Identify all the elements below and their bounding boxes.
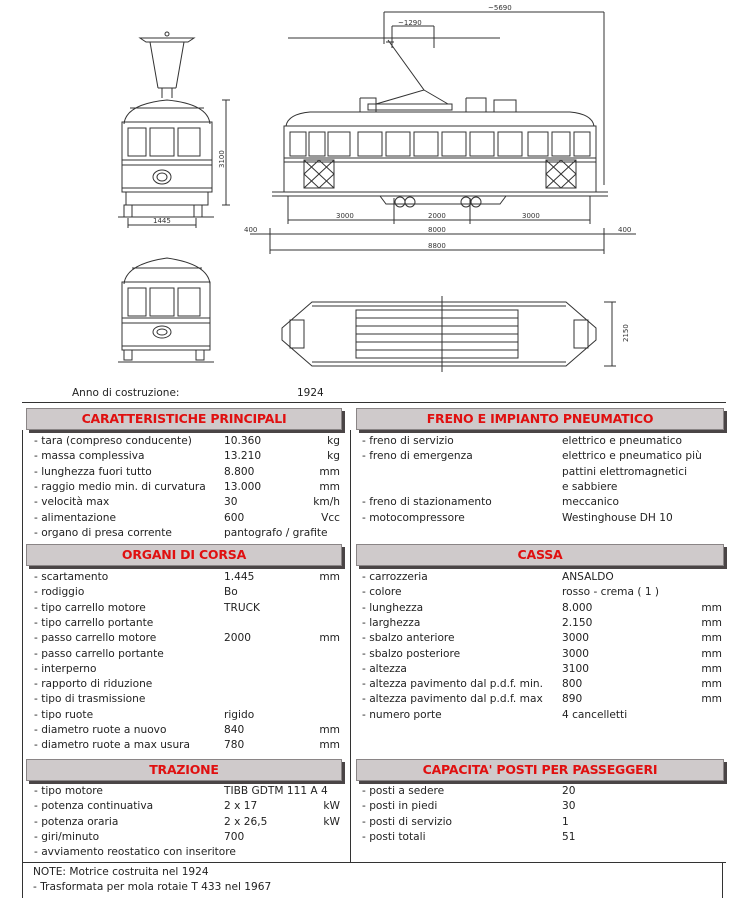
section-header-cassa: CASSA [356, 544, 724, 566]
section-header-trazione: TRAZIONE [26, 759, 342, 781]
caratteristiche-row-unit: mm [319, 465, 340, 478]
caratteristiche-row [34, 465, 364, 480]
cassa-row-value: 4 cancelletti [562, 708, 628, 721]
note-line-1: NOTE: Motrice costruita nel 1924 [33, 866, 209, 878]
notes-frame-right [722, 862, 723, 898]
freno-row-value: pattini elettromagnetici [562, 465, 688, 478]
organi-row-value: Bo [224, 586, 238, 599]
freno-row [362, 449, 702, 464]
caratteristiche-row-label: - raggio medio min. di curvatura [34, 480, 206, 493]
notes-frame-left [22, 862, 23, 898]
organi-row [34, 647, 364, 662]
organi-row-label: - diametro ruote a nuovo [34, 724, 167, 736]
dim-2150: 2150 [622, 324, 630, 342]
dim-1445: 1445 [153, 217, 171, 225]
cassa-row-label: - carrozzeria [362, 571, 428, 583]
cassa-row [362, 585, 692, 600]
cassa-row-unit: mm [701, 662, 722, 675]
cassa-row-unit: mm [701, 632, 722, 645]
freno-row-value: Westinghouse DH 10 [562, 511, 673, 524]
dim-400-right: 400 [618, 226, 632, 234]
trazione-row-label: - avviamento reostatico con inseritore [34, 846, 236, 859]
capacita-row-label: - posti di servizio [362, 815, 453, 828]
year-label: Anno di costruzione: [72, 387, 180, 399]
frame-center [350, 430, 351, 862]
capacita-row-value: 51 [562, 830, 576, 843]
caratteristiche-row-value: pantografo / grafite [224, 526, 328, 539]
trazione-row-value: TIBB GDTM 111 A 4 [224, 785, 328, 797]
cassa-row-unit: mm [701, 616, 722, 629]
trazione-row-label: - potenza oraria [34, 815, 119, 828]
organi-row-label: - passo carrello portante [34, 647, 164, 660]
trazione-row [34, 784, 364, 799]
caratteristiche-row [34, 449, 364, 464]
caratteristiche-row-label: - tara (compreso conducente) [34, 435, 192, 447]
cassa-row-value: 3100 [562, 662, 589, 675]
cassa-row [362, 677, 722, 692]
dim-3100: 3100 [218, 150, 226, 168]
dim-2000: 2000 [428, 212, 446, 220]
freno-row-label: - freno di emergenza [362, 450, 473, 463]
organi-row-label: - tipo carrello portante [34, 616, 154, 629]
section-header-capacita: CAPACITA' POSTI PER PASSEGGERI [356, 759, 724, 781]
caratteristiche-row-value: 10.360 [224, 435, 262, 447]
caratteristiche-row [34, 480, 364, 495]
organi-row [34, 723, 364, 738]
trazione-row-value: 2 x 26,5 [224, 815, 268, 828]
caratteristiche-row-label: - organo di presa corrente [34, 526, 172, 539]
cassa-row-label: - altezza [362, 662, 407, 675]
cassa-row-label: - numero porte [362, 708, 442, 721]
organi-row-value: TRUCK [224, 601, 260, 614]
plan-view-drawing [282, 296, 630, 372]
organi-row [34, 601, 364, 616]
freno-row-label: - freno di servizio [362, 435, 454, 447]
cassa-row-label: - altezza pavimento dal p.d.f. min. [362, 678, 544, 691]
organi-row [34, 692, 364, 707]
trazione-row-unit: kW [323, 815, 340, 828]
capacita-row [362, 784, 692, 799]
capacita-row-label: - posti a sedere [362, 785, 445, 797]
organi-row-label: - tipo ruote [34, 708, 94, 721]
caratteristiche-row-unit: km/h [313, 496, 340, 509]
freno-row [362, 495, 692, 510]
cassa-row-value: 890 [562, 693, 583, 706]
cassa-row-unit: mm [701, 601, 722, 614]
cassa-row-unit: mm [701, 693, 722, 706]
cassa-row-value: ANSALDO [562, 571, 614, 583]
trazione-row [34, 815, 364, 830]
capacita-row-value: 20 [562, 785, 576, 797]
freno-row-label: - motocompressore [362, 511, 465, 524]
dim-400-left: 400 [244, 226, 258, 234]
freno-row-value: elettrico e pneumatico [562, 435, 683, 447]
organi-row-label: - rodiggio [34, 586, 85, 599]
organi-row-value: 780 [224, 739, 245, 752]
caratteristiche-row [34, 511, 364, 526]
divider [22, 402, 726, 403]
capacita-row-value: 30 [562, 800, 576, 813]
organi-row-label: - interperno [34, 662, 97, 675]
side-view-drawing [244, 4, 636, 254]
organi-row-unit: mm [319, 632, 340, 645]
cassa-row [362, 708, 692, 723]
freno-row-label: - freno di stazionamento [362, 496, 492, 509]
caratteristiche-row-unit: kg [327, 450, 340, 463]
section-header-caratteristiche: CARATTERISTICHE PRINCIPALI [26, 408, 342, 430]
dim-8000: 8000 [428, 226, 446, 234]
trazione-row-label: - giri/minuto [34, 830, 100, 843]
organi-row-label: - diametro ruote a max usura [34, 739, 191, 752]
organi-row [34, 662, 364, 677]
capacita-row-label: - posti totali [362, 830, 426, 843]
organi-row-label: - rapporto di riduzione [34, 678, 153, 691]
caratteristiche-row-unit: mm [319, 480, 340, 493]
organi-row [34, 708, 364, 723]
organi-row [34, 677, 364, 692]
cassa-row-value: 3000 [562, 632, 589, 645]
organi-row-label: - scartamento [34, 571, 109, 583]
dim-5690: ~5690 [488, 4, 512, 12]
cassa-row-label: - lunghezza [362, 601, 424, 614]
cassa-row-value: 3000 [562, 647, 589, 660]
freno-row [362, 511, 692, 526]
cassa-row [362, 631, 722, 646]
trazione-row-value: 700 [224, 830, 245, 843]
cassa-row [362, 647, 722, 662]
caratteristiche-row-value: 30 [224, 496, 238, 509]
organi-row [34, 631, 364, 646]
trazione-row-label: - tipo motore [34, 785, 103, 797]
freno-row [362, 465, 692, 480]
cassa-row [362, 570, 692, 585]
year-value: 1924 [297, 387, 324, 399]
rear-view-drawing [118, 258, 214, 362]
dim-3000-b: 3000 [522, 212, 540, 220]
organi-row-value: rigido [224, 708, 255, 721]
organi-row-label: - tipo di trasmissione [34, 693, 146, 706]
freno-row [362, 480, 692, 495]
section-header-freno: FRENO E IMPIANTO PNEUMATICO [356, 408, 724, 430]
cassa-row-label: - colore [362, 586, 402, 599]
dim-3000-a: 3000 [336, 212, 354, 220]
cassa-row [362, 616, 722, 631]
cassa-row-unit: mm [701, 678, 722, 691]
caratteristiche-row-value: 13.210 [224, 450, 262, 463]
organi-row [34, 738, 364, 753]
caratteristiche-row-label: - alimentazione [34, 511, 116, 524]
cassa-row-value: 8.000 [562, 601, 593, 614]
trazione-row-unit: kW [323, 800, 340, 813]
organi-row-unit: mm [319, 724, 340, 736]
cassa-row [362, 692, 722, 707]
capacita-row [362, 799, 692, 814]
organi-row-value: 840 [224, 724, 245, 736]
cassa-row-label: - sbalzo posteriore [362, 647, 461, 660]
capacita-row [362, 830, 692, 845]
caratteristiche-row-value: 13.000 [224, 480, 262, 493]
trazione-row-label: - potenza continuativa [34, 800, 154, 813]
freno-row-value: meccanico [562, 496, 619, 509]
capacita-row-value: 1 [562, 815, 569, 828]
cassa-row-value: 2.150 [562, 616, 593, 629]
cassa-row [362, 662, 722, 677]
caratteristiche-row [34, 434, 364, 449]
caratteristiche-row-label: - lunghezza fuori tutto [34, 465, 152, 478]
caratteristiche-row [34, 495, 364, 510]
frame-left [22, 430, 23, 862]
tram-technical-drawings [0, 0, 748, 385]
organi-row [34, 570, 364, 585]
cassa-row-label: - altezza pavimento dal p.d.f. max [362, 693, 543, 706]
caratteristiche-row-label: - massa complessiva [34, 450, 145, 463]
trazione-row-value: 2 x 17 [224, 800, 258, 813]
caratteristiche-row-value: 600 [224, 511, 245, 524]
organi-row-value: 2000 [224, 632, 251, 645]
caratteristiche-row-value: 8.800 [224, 465, 255, 478]
caratteristiche-row-unit: kg [327, 435, 340, 447]
capacita-row-label: - posti in piedi [362, 800, 438, 813]
organi-row-label: - tipo carrello motore [34, 601, 146, 614]
cassa-row [362, 601, 722, 616]
note-line-2: - Trasformata per mola rotaie T 433 nel 1967 [33, 881, 272, 893]
dim-1290: ~1290 [398, 19, 422, 27]
freno-row-value: elettrico e pneumatico più [562, 450, 702, 463]
freno-row [362, 434, 692, 449]
freno-row-value: e sabbiere [562, 480, 618, 493]
trazione-row [34, 845, 364, 860]
notes-divider [22, 862, 726, 863]
trazione-row [34, 799, 364, 814]
front-view-drawing [118, 32, 230, 228]
cassa-row-label: - larghezza [362, 616, 421, 629]
cassa-row-value: 800 [562, 678, 583, 691]
organi-row [34, 585, 364, 600]
organi-row-label: - passo carrello motore [34, 632, 157, 645]
cassa-row-unit: mm [701, 647, 722, 660]
cassa-row-value: rosso - crema ( 1 ) [562, 586, 660, 599]
organi-row [34, 616, 364, 631]
section-header-organi: ORGANI DI CORSA [26, 544, 342, 566]
organi-row-unit: mm [319, 739, 340, 752]
trazione-row [34, 830, 364, 845]
capacita-row [362, 815, 692, 830]
caratteristiche-row [34, 526, 364, 541]
cassa-row-label: - sbalzo anteriore [362, 632, 455, 645]
dim-8800: 8800 [428, 242, 446, 250]
caratteristiche-row-label: - velocità max [34, 496, 110, 509]
organi-row-unit: mm [319, 571, 340, 583]
organi-row-value: 1.445 [224, 571, 255, 583]
caratteristiche-row-unit: Vcc [321, 511, 340, 524]
